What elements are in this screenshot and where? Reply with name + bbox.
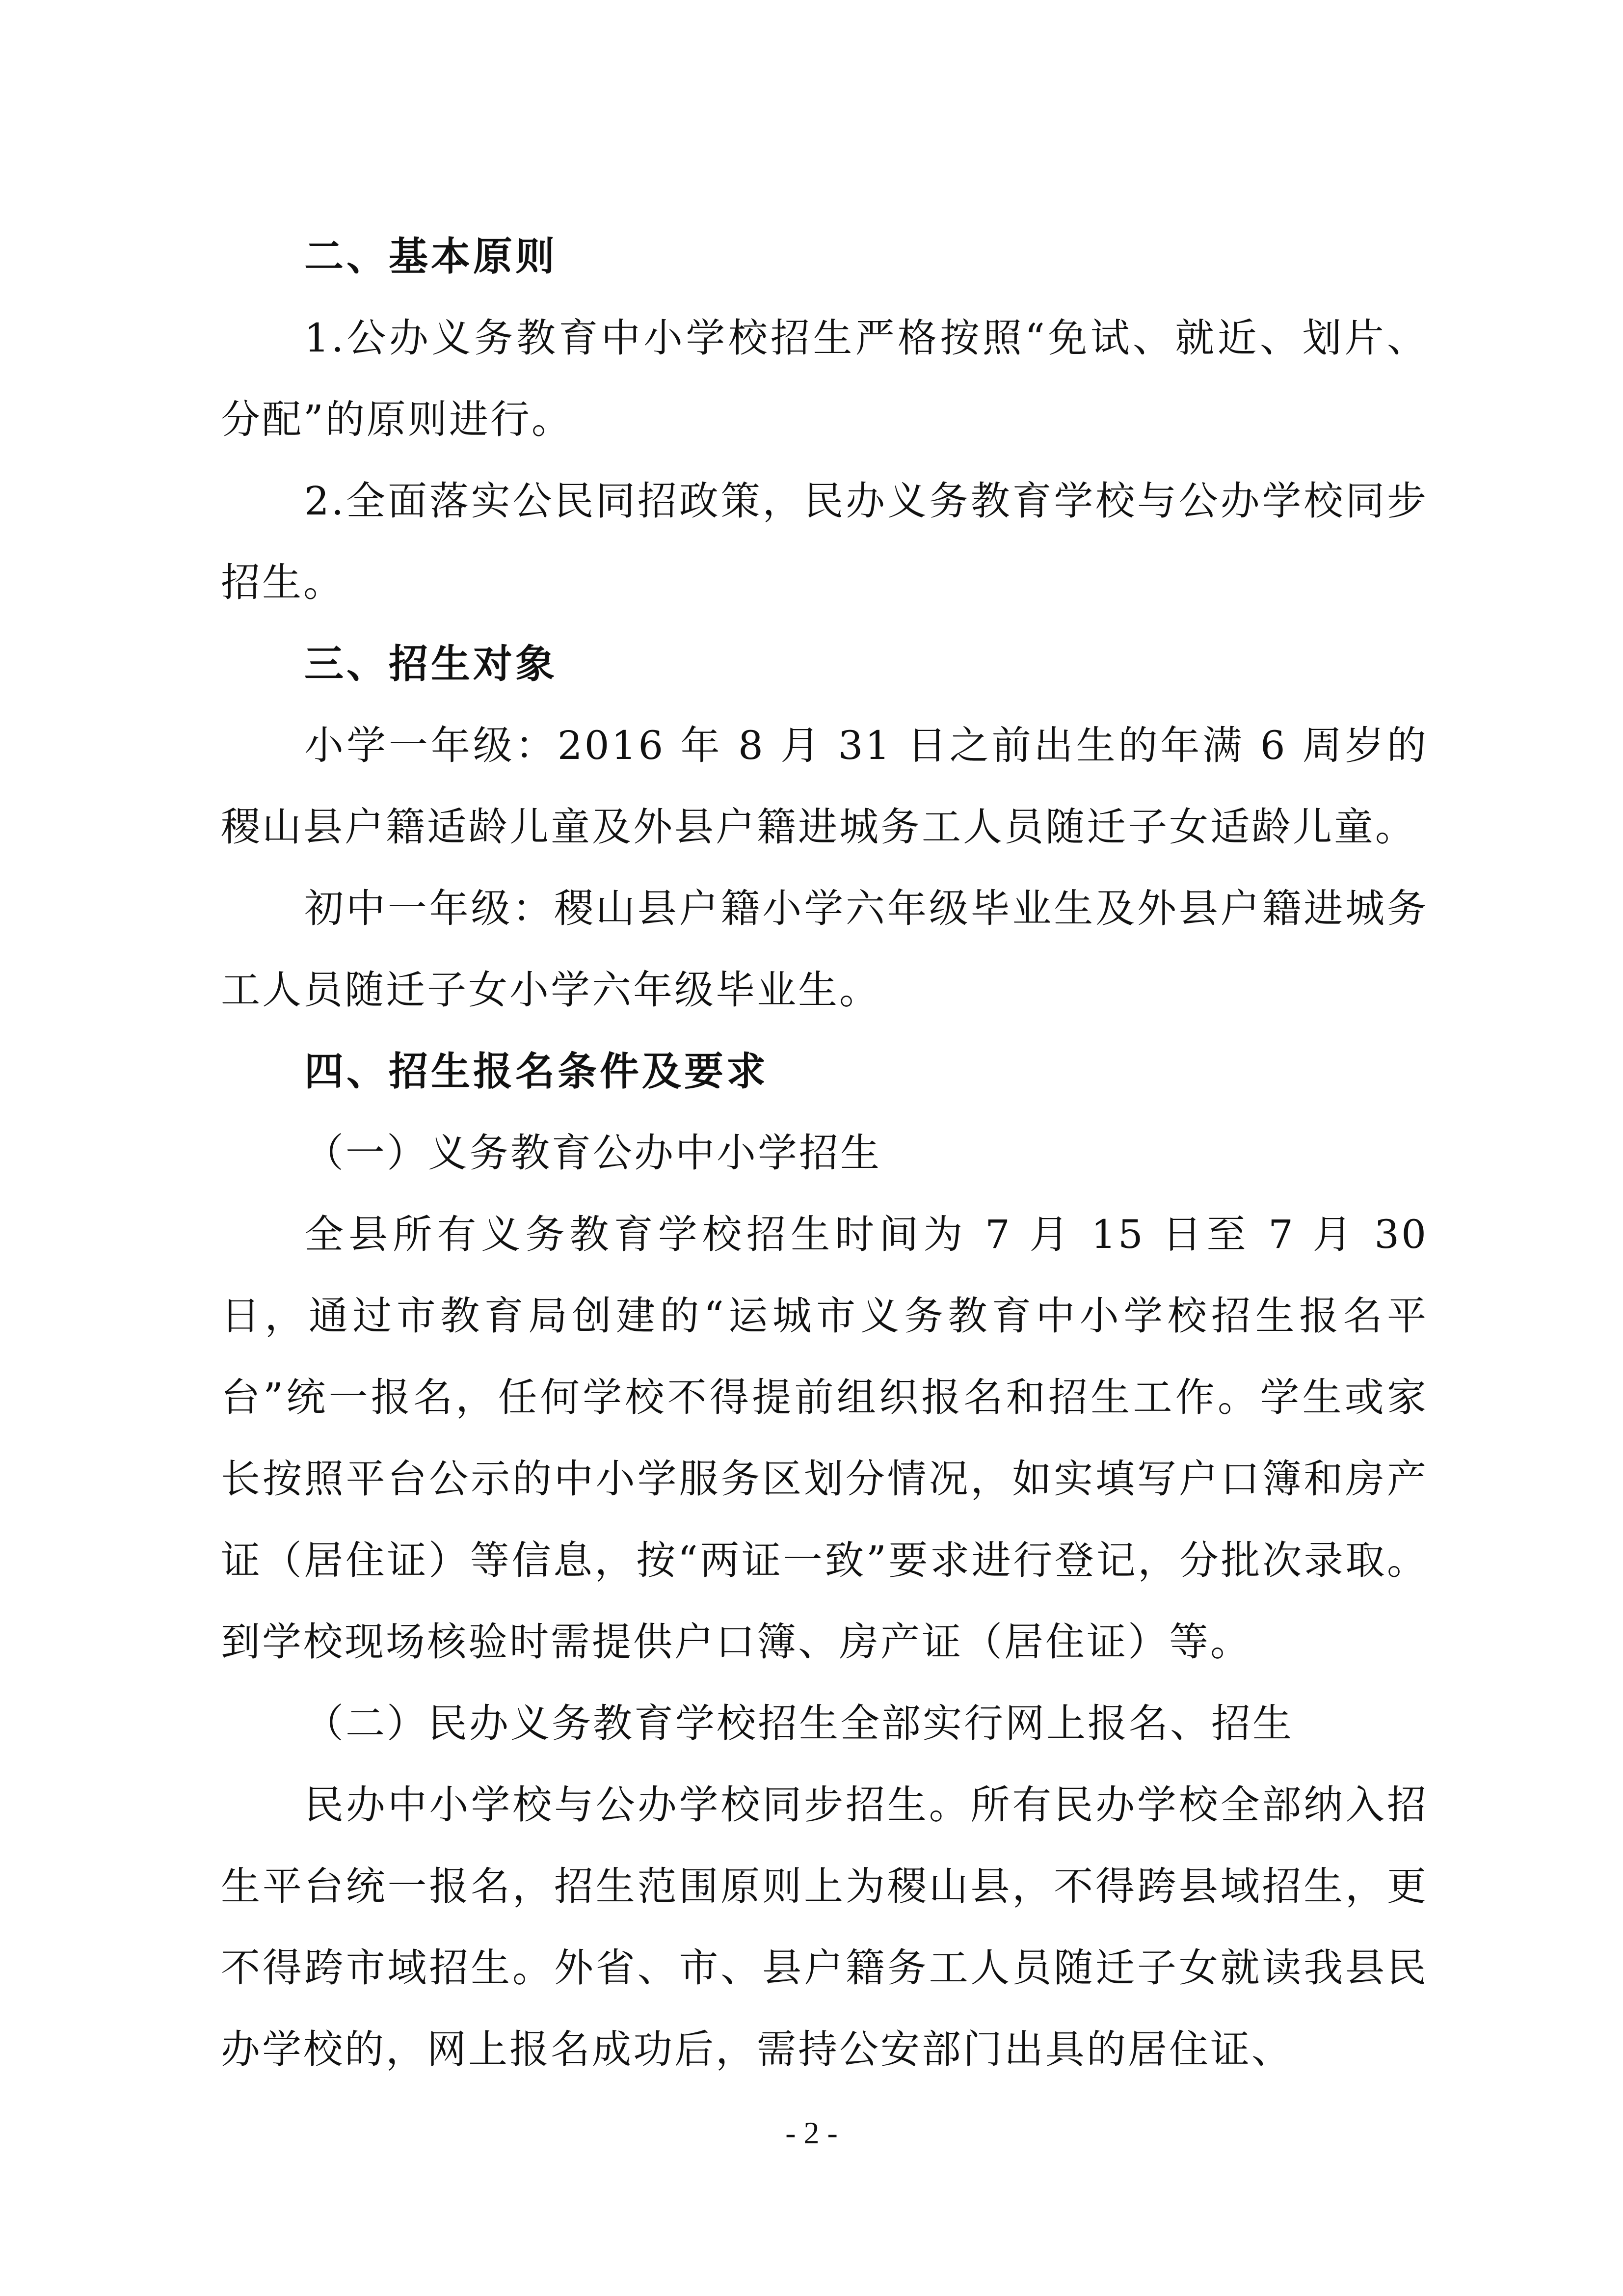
heading-registration-conditions: 四、招生报名条件及要求 xyxy=(304,1049,769,1094)
para-principle-2: 2.全面落实公民同招政策，民办义务教育学校与公办学校同步招生。 xyxy=(221,478,1428,605)
para-principle-1: 1.公办义务教育中小学校招生严格按照“免试、就近、划片、分配”的原则进行。 xyxy=(221,315,1428,442)
heading-enrollment-targets: 三、招生对象 xyxy=(304,641,558,687)
para-primary-grade-1: 小学一年级：2016 年 8 月 31 日之前出生的年满 6 周岁的稷山县户籍适龄儿童及外县户籍进城务工人员随迁子女适龄儿童。 xyxy=(221,723,1428,850)
para-public-school-title: （一）义务教育公办中小学招生 xyxy=(304,1130,881,1176)
document-body xyxy=(221,216,1428,2090)
page-number: - 2 - xyxy=(785,2115,838,2150)
para-private-school-title: （二）民办义务教育学校招生全部实行网上报名、招生 xyxy=(304,1701,1294,1746)
para-private-school-body: 民办中小学校与公办学校同步招生。所有民办学校全部纳入招生平台统一报名，招生范围原则上为稷山县，不得跨县域招生，更不得跨市域招生。外省、市、县户籍务工人员随迁子女就读我县民办学校的，网上报名成功后，需持公安部门出具的居住证、 xyxy=(221,1782,1428,2072)
para-public-school-body: 全县所有义务教育学校招生时间为 7 月 15 日至 7 月 30 日，通过市教育局创建的“运城市义务教育中小学校招生报名平台”统一报名，任何学校不得提前组织报名和招生工作。学生或家长按照平台公示的中小学服务区划分情况，如实填写户口簿和房产证（居住证）等信息，按“两证一致”要求进行登记，分批次录取。到学校现场核验时需提供户口簿、房产证（居住证）等。 xyxy=(221,1212,1428,1665)
heading-basic-principles: 二、基本原则 xyxy=(304,234,558,279)
para-junior-grade-1: 初中一年级：稷山县户籍小学六年级毕业生及外县户籍进城务工人员随迁子女小学六年级毕业生。 xyxy=(221,886,1428,1013)
